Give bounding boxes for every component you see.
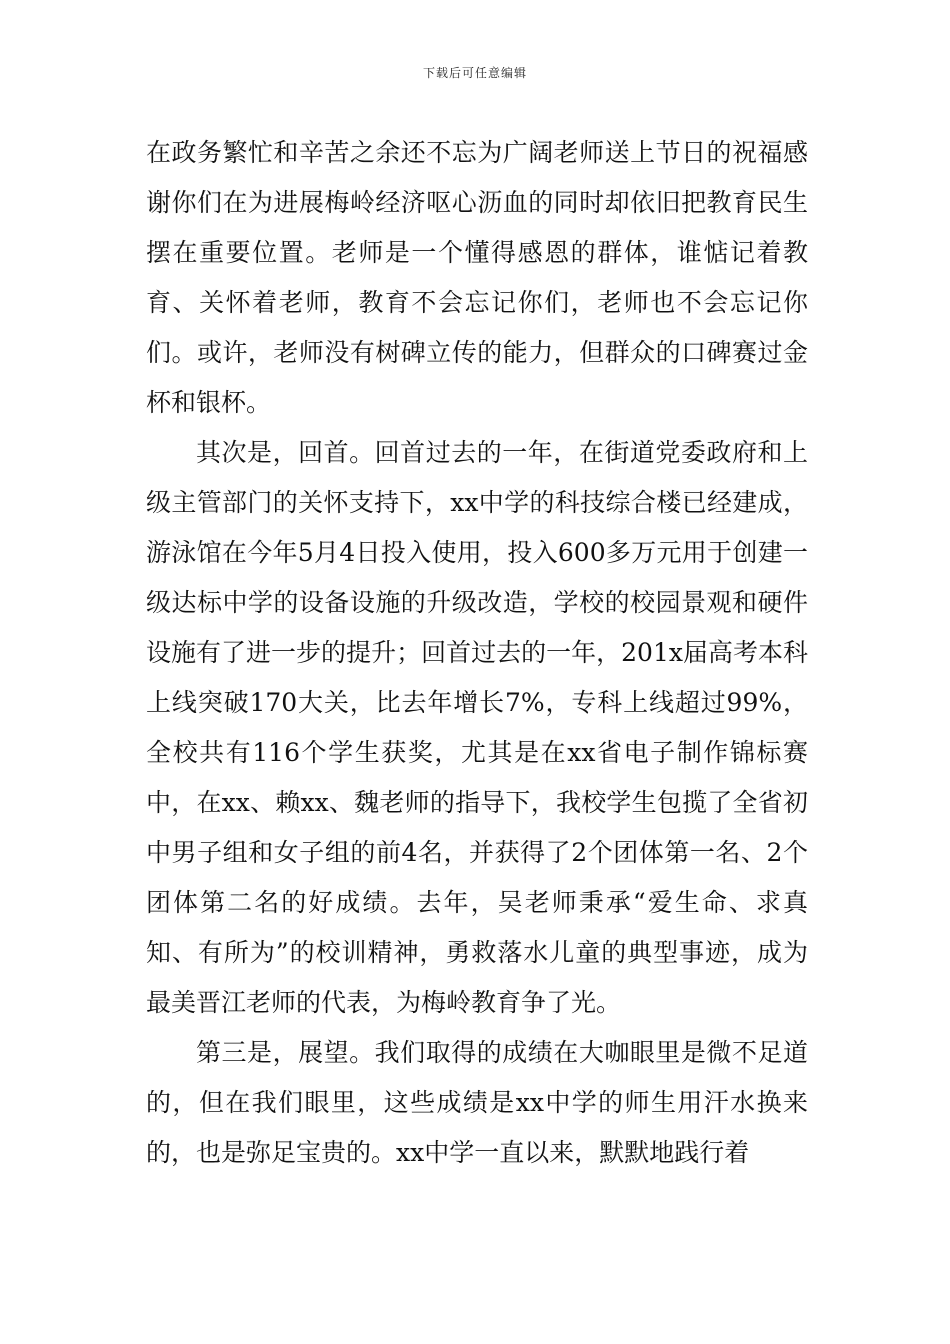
document-body xyxy=(146,128,808,1178)
header-note: 下载后可任意编辑 xyxy=(422,66,527,80)
paragraph-3: 第三是，展望。我们取得的成绩在大咖眼里是微不足道的，但在我们眼里，这些成绩是xx中学的师生用汗水换来的，也是弥足宝贵的。xx中学一直以来，默默地践行着 xyxy=(146,1038,808,1167)
paragraph-1: 在政务繁忙和辛苦之余还不忘为广阔老师送上节日的祝福感谢你们在为进展梅岭经济呕心沥血的同时却依旧把教育民生摆在重要位置。老师是一个懂得感恩的群体，谁惦记着教育、关怀着老师，教育不会忘记你们，老师也不会忘记你们。或许，老师没有树碑立传的能力，但群众的口碑赛过金杯和银杯。 xyxy=(146,138,808,417)
paragraph-2: 其次是，回首。回首过去的一年，在街道党委政府和上级主管部门的关怀支持下，xx中学的科技综合楼已经建成，游泳馆在今年5月4日投入使用，投入600多万元用于创建一级达标中学的设备设施的升级改造，学校的校园景观和硬件设施有了进一步的提升；回首过去的一年，201x届高考本科上线突破170大关，比去年增长7%，专科上线超过99%，全校共有116个学生获奖，尤其是在xx省电子制作锦标赛中，在xx、赖xx、魏老师的指导下，我校学生包揽了全省初中男子组和女子组的前4名，并获得了2个团体第一名、2个团体第二名的好成绩。去年，吴老师秉承“爱生命、求真知、有所为”的校训精神，勇救落水儿童的典型事迹，成为最美晋江老师的代表，为梅岭教育争了光。 xyxy=(146,438,808,1017)
